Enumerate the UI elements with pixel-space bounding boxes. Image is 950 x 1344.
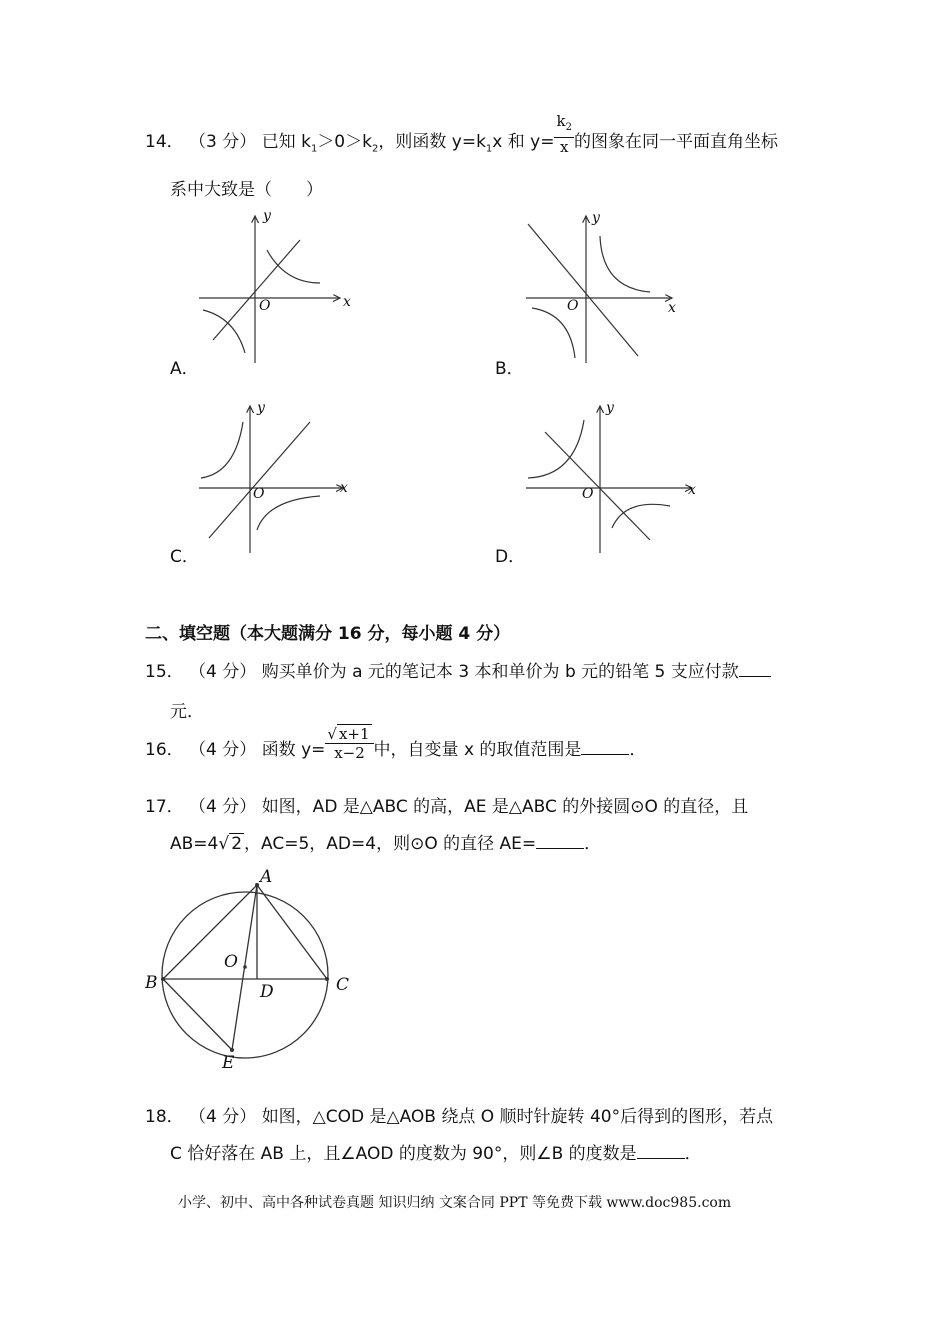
q15-line2: 元． [170,702,204,722]
q16-text-c: ． [629,740,647,760]
q17-circle-figure [140,865,370,1080]
page-footer: 小学、初中、高中各种试卷真题 知识归纳 文案合同 PPT 等免费下载 www.doc985.com [178,1195,732,1211]
graph-d-y-label: y [606,400,614,416]
q14-text-b: ＞0＞k [317,132,372,152]
q18-score: （4 分） [189,1107,257,1127]
section-2-heading: 二、填空题（本大题满分 16 分，每小题 4 分） [145,624,511,644]
q17-label-c: C [336,975,350,995]
graph-a-x-label: x [343,294,351,310]
graph-a-origin-label: O [259,298,271,314]
graph-b-x-label: x [668,300,676,316]
q14-text-c: ，则函数 y=k [378,132,486,152]
q16-text-a: 函数 y= [261,740,326,760]
q18-number: 18． [145,1107,184,1127]
q17-number: 17． [145,797,184,817]
q17-line2: AB=4√ 2 ，AC=5，AD=4，则⊙O 的直径 AE= ． [170,834,602,854]
option-a-label: A． [170,359,199,379]
q17-text: 如图，AD 是△ABC 的高，AE 是△ABC 的外接圆⊙O 的直径，且 [261,797,749,817]
q17-label-e: E [222,1053,235,1073]
q17-label-a: A [260,867,273,887]
q17-line1 [145,795,748,819]
q16-frac-num: x+1 [338,724,370,743]
q17-label-b: B [145,973,158,993]
graph-a [195,208,355,368]
graph-c-y-label: y [257,400,265,416]
q15-text: 购买单价为 a 元的笔记本 3 本和单价为 b 元的铅笔 5 支应付款 [261,662,739,682]
graph-c [195,398,360,558]
graph-d [520,398,700,558]
q14-line1 [145,112,778,161]
graph-b-origin-label: O [567,298,579,314]
q14-sub1: 1 [310,143,318,155]
q16-answer-blank[interactable] [581,738,629,755]
q15-line1 [145,660,771,684]
q14-line2: 系中大致是（ ） [170,180,323,200]
q16-line1 [145,724,647,762]
q15-score: （4 分） [189,662,257,682]
q14-sub3: 1 [485,143,493,155]
q17-line2-sqrt: 2 [231,834,243,854]
graph-c-x-label: x [340,480,348,496]
graph-b-y-label: y [592,210,600,226]
q18-line2-b: ． [684,1144,702,1164]
q14-text-d: x 和 y= [492,132,555,152]
q14-frac-num-sub: 2 [565,122,572,133]
option-d-label: D． [495,547,526,567]
option-b-label: B． [495,359,524,379]
q18-text: 如图，△COD 是△AOB 绕点 O 顺时针旋转 40°后得到的图形，若点 [261,1107,774,1127]
q14-frac-den: x [559,138,569,156]
q18-line2 [170,1142,702,1166]
option-c-label: C． [170,547,199,567]
q18-answer-blank[interactable] [637,1142,685,1159]
q16-frac-den: x−2 [334,743,365,762]
graph-d-x-label: x [688,482,696,498]
q16-score: （4 分） [189,740,257,760]
q14-score: （3 分） [189,132,257,152]
graph-a-y-label: y [263,208,271,224]
q17-label-o: O [224,952,238,972]
q17-answer-blank[interactable] [536,832,584,849]
q17-line2-a: AB=4 [170,834,219,854]
q14-number: 14． [145,132,184,152]
graph-c-origin-label: O [253,486,265,502]
q16-number: 16． [145,740,184,760]
graph-d-origin-label: O [582,486,594,502]
q16-text-b: 中，自变量 x 的取值范围是 [373,740,582,760]
q17-line2-c: ． [584,834,602,854]
q14-text-e: 的图象在同一平面直角坐标 [573,132,778,152]
q14-frac-num: k [556,112,566,130]
q14-sub2: 2 [371,143,379,155]
q18-line2-a: C 恰好落在 AB 上，且∠AOD 的度数为 90°，则∠B 的度数是 [170,1144,637,1164]
q15-number: 15． [145,662,184,682]
q18-line1 [145,1105,773,1129]
q14-text-a: 已知 k [261,132,311,152]
q17-score: （4 分） [189,797,257,817]
q16-fraction: $\frac{√ x+1}{x-2}$ [325,725,373,762]
q14-fraction [554,112,573,156]
graph-b [520,208,690,368]
q17-line2-b: ，AC=5，AD=4，则⊙O 的直径 AE= [244,834,537,854]
q15-answer-blank[interactable] [739,660,771,677]
q17-label-d: D [260,982,274,1002]
